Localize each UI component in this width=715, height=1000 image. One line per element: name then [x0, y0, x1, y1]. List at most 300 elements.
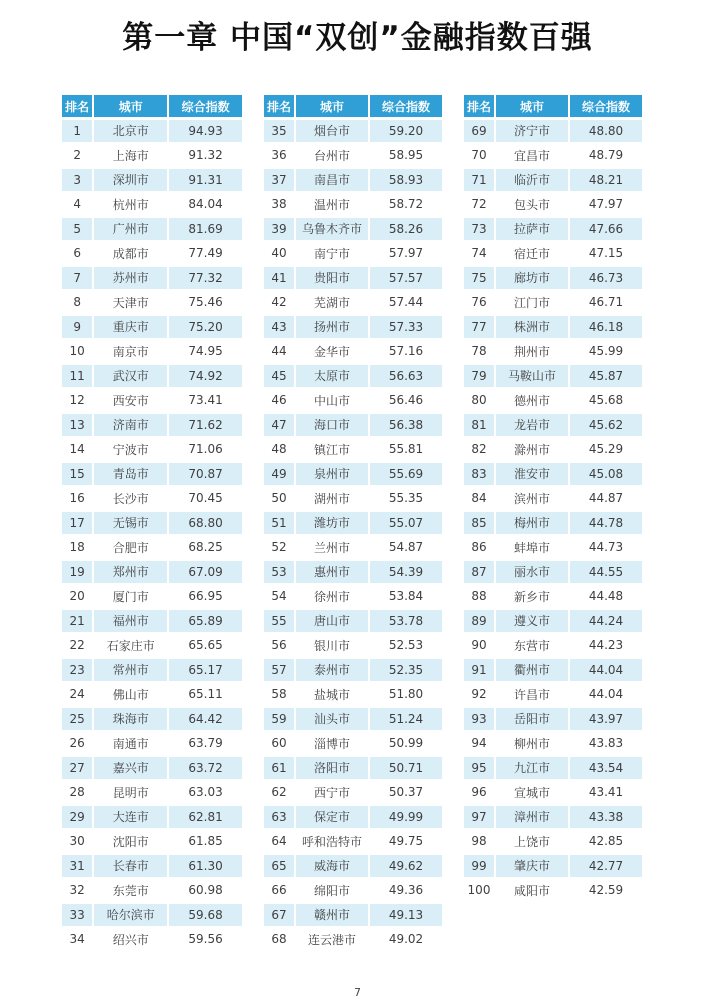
- rank-cell: 46: [264, 390, 296, 412]
- table-row: [464, 390, 642, 412]
- city-cell: 漳州市: [496, 806, 570, 828]
- city-cell: 上饶市: [496, 831, 570, 853]
- score-cell: 44.55: [570, 561, 642, 583]
- rank-cell: 50: [264, 488, 296, 510]
- score-cell: 44.24: [570, 610, 642, 632]
- rank-cell: 8: [62, 292, 94, 314]
- table-row: [464, 120, 642, 142]
- city-cell: 温州市: [296, 194, 370, 216]
- score-cell: 45.62: [570, 414, 642, 436]
- city-cell: 珠海市: [94, 708, 169, 730]
- page-number: 7: [354, 986, 361, 999]
- city-cell: 盐城市: [296, 684, 370, 706]
- rank-cell: 61: [264, 757, 296, 779]
- rank-cell: 66: [264, 880, 296, 902]
- city-cell: 石家庄市: [94, 635, 169, 657]
- score-cell: 55.81: [388, 442, 424, 457]
- table-row: [62, 145, 242, 167]
- city-cell: 马鞍山市: [496, 365, 570, 387]
- score-cell: 59.68: [169, 904, 242, 926]
- rank-cell: 81: [464, 414, 496, 436]
- score-cell: 64.42: [169, 708, 242, 730]
- rank-cell: 92: [464, 684, 496, 706]
- table-row: [264, 488, 442, 510]
- score-cell: 43.97: [570, 708, 642, 730]
- score-cell: 58.93: [370, 169, 442, 191]
- table-row: [264, 880, 442, 902]
- city-cell: 泰州市: [296, 659, 370, 681]
- city-cell: 南通市: [94, 733, 169, 755]
- score-cell: 51.24: [370, 708, 442, 730]
- score-cell: 77.32: [169, 267, 242, 289]
- score-cell: 50.37: [388, 785, 424, 800]
- city-cell: 上海市: [94, 145, 169, 167]
- score-cell: 43.38: [570, 806, 642, 828]
- table-row: [62, 316, 242, 338]
- score-cell: 66.95: [188, 589, 223, 604]
- table-row: [464, 659, 642, 681]
- city-cell: 武汉市: [94, 365, 169, 387]
- score-cell: 73.41: [188, 393, 223, 408]
- city-cell: 龙岩市: [496, 414, 570, 436]
- rank-cell: 4: [62, 194, 94, 216]
- rank-cell: 28: [62, 782, 94, 804]
- city-cell: 大连市: [94, 806, 169, 828]
- table-row: [264, 904, 442, 926]
- rank-cell: 76: [464, 292, 496, 314]
- city-cell: 淄博市: [296, 733, 370, 755]
- city-cell: 连云港市: [296, 929, 370, 951]
- city-cell: 唐山市: [296, 610, 370, 632]
- rank-cell: 99: [464, 855, 496, 877]
- rank-cell: 73: [464, 218, 496, 240]
- city-cell: 嘉兴市: [94, 757, 169, 779]
- rank-cell: 65: [264, 855, 296, 877]
- table-row: [264, 439, 442, 461]
- table-row: [264, 341, 442, 363]
- table-row: [62, 365, 242, 387]
- rank-cell: 78: [464, 341, 496, 363]
- city-cell: 赣州市: [296, 904, 370, 926]
- table-row: [264, 194, 442, 216]
- rank-cell: 38: [264, 194, 296, 216]
- score-cell: 53.78: [370, 610, 442, 632]
- score-cell: 56.46: [388, 393, 424, 408]
- city-cell: 银川市: [296, 635, 370, 657]
- score-cell: 71.06: [188, 442, 223, 457]
- table-row: [62, 806, 242, 828]
- table-row: [464, 880, 642, 902]
- rank-cell: 82: [464, 439, 496, 461]
- rank-cell: 23: [62, 659, 94, 681]
- table-row: [264, 169, 442, 191]
- score-cell: 46.18: [570, 316, 642, 338]
- table-row: [62, 635, 242, 657]
- table-row: [264, 561, 442, 583]
- city-cell: 杭州市: [94, 194, 169, 216]
- table-row: [264, 390, 442, 412]
- table-row: [62, 512, 242, 534]
- city-cell: 淮安市: [496, 463, 570, 485]
- table-row: [264, 218, 442, 240]
- table-row: [62, 929, 242, 951]
- city-cell: 长沙市: [94, 488, 169, 510]
- score-cell: 81.69: [169, 218, 242, 240]
- city-cell: 天津市: [94, 292, 169, 314]
- city-cell: 临沂市: [496, 169, 570, 191]
- table-row: [264, 708, 442, 730]
- rank-cell: 1: [62, 120, 94, 142]
- rank-cell: 63: [264, 806, 296, 828]
- table-row: [62, 855, 242, 877]
- rank-cell: 6: [62, 243, 94, 265]
- city-cell: 岳阳市: [496, 708, 570, 730]
- table-row: [264, 365, 442, 387]
- score-cell: 50.71: [370, 757, 442, 779]
- city-cell: 绍兴市: [94, 929, 169, 951]
- score-cell: 56.63: [370, 365, 442, 387]
- score-cell: 65.11: [188, 687, 223, 702]
- rank-cell: 79: [464, 365, 496, 387]
- score-cell: 49.99: [370, 806, 442, 828]
- city-cell: 柳州市: [496, 733, 570, 755]
- city-cell: 成都市: [94, 243, 169, 265]
- rank-cell: 36: [264, 145, 296, 167]
- table-row: [62, 414, 242, 436]
- rank-cell: 72: [464, 194, 496, 216]
- rank-cell: 93: [464, 708, 496, 730]
- city-cell: 金华市: [296, 341, 370, 363]
- city-cell: 南宁市: [296, 243, 370, 265]
- city-cell: 西宁市: [296, 782, 370, 804]
- score-cell: 58.95: [388, 148, 424, 163]
- header-city: 城市: [496, 95, 570, 117]
- rank-cell: 22: [62, 635, 94, 657]
- table-row: [464, 782, 642, 804]
- city-cell: 保定市: [296, 806, 370, 828]
- city-cell: 遵义市: [496, 610, 570, 632]
- score-cell: 55.69: [370, 463, 442, 485]
- table-row: [464, 757, 642, 779]
- table-row: [264, 243, 442, 265]
- score-cell: 74.92: [169, 365, 242, 387]
- header-score: 综合指数: [570, 95, 642, 117]
- city-cell: 肇庆市: [496, 855, 570, 877]
- rank-cell: 35: [264, 120, 296, 142]
- rank-cell: 89: [464, 610, 496, 632]
- rank-cell: 84: [464, 488, 496, 510]
- rank-cell: 75: [464, 267, 496, 289]
- rank-cell: 80: [464, 390, 496, 412]
- rank-cell: 55: [264, 610, 296, 632]
- score-cell: 45.68: [588, 393, 624, 408]
- table-row: [62, 733, 242, 755]
- city-cell: 汕头市: [296, 708, 370, 730]
- score-cell: 84.04: [188, 197, 223, 212]
- rank-cell: 18: [62, 537, 94, 559]
- city-cell: 广州市: [94, 218, 169, 240]
- table-row: [464, 365, 642, 387]
- rank-cell: 62: [264, 782, 296, 804]
- city-cell: 哈尔滨市: [94, 904, 169, 926]
- city-cell: 中山市: [296, 390, 370, 412]
- score-cell: 59.20: [370, 120, 442, 142]
- table-row: [464, 267, 642, 289]
- rank-cell: 10: [62, 341, 94, 363]
- score-cell: 65.65: [188, 638, 223, 653]
- rank-cell: 90: [464, 635, 496, 657]
- table-row: [264, 806, 442, 828]
- table-row: [464, 733, 642, 755]
- rank-cell: 97: [464, 806, 496, 828]
- score-cell: 58.72: [388, 197, 424, 212]
- rank-cell: 14: [62, 439, 94, 461]
- table-row: [264, 414, 442, 436]
- rank-cell: 68: [264, 929, 296, 951]
- score-cell: 57.16: [388, 344, 424, 359]
- score-cell: 74.95: [188, 344, 223, 359]
- score-cell: 91.32: [188, 148, 223, 163]
- page-title: 第一章 中国“双创”金融指数百强: [122, 20, 593, 56]
- table-row: [62, 831, 242, 853]
- city-cell: 常州市: [94, 659, 169, 681]
- table-row: [464, 708, 642, 730]
- table-row: [264, 586, 442, 608]
- rank-cell: 39: [264, 218, 296, 240]
- table-row: [62, 782, 242, 804]
- city-cell: 宁波市: [94, 439, 169, 461]
- city-cell: 惠州市: [296, 561, 370, 583]
- table-row: [264, 463, 442, 485]
- city-cell: 九江市: [496, 757, 570, 779]
- score-cell: 46.71: [588, 295, 624, 310]
- score-cell: 49.62: [370, 855, 442, 877]
- score-cell: 62.81: [169, 806, 242, 828]
- table-row: [264, 120, 442, 142]
- table-row: [62, 292, 242, 314]
- city-cell: 徐州市: [296, 586, 370, 608]
- score-cell: 57.44: [388, 295, 424, 310]
- table-row: [464, 635, 642, 657]
- score-cell: 60.98: [188, 883, 223, 898]
- table-row: [464, 806, 642, 828]
- city-cell: 深圳市: [94, 169, 169, 191]
- score-cell: 65.17: [169, 659, 242, 681]
- city-cell: 泉州市: [296, 463, 370, 485]
- score-cell: 55.35: [388, 491, 424, 506]
- rank-cell: 51: [264, 512, 296, 534]
- city-cell: 洛阳市: [296, 757, 370, 779]
- city-cell: 宿迁市: [496, 243, 570, 265]
- header-city: 城市: [94, 95, 169, 117]
- city-cell: 荆州市: [496, 341, 570, 363]
- score-cell: 55.07: [370, 512, 442, 534]
- city-cell: 太原市: [296, 365, 370, 387]
- city-cell: 咸阳市: [496, 880, 570, 902]
- table-row: [464, 218, 642, 240]
- city-cell: 宣城市: [496, 782, 570, 804]
- score-cell: 48.79: [588, 148, 624, 163]
- table-row: [464, 463, 642, 485]
- city-cell: 扬州市: [296, 316, 370, 338]
- ranking-tables: [0, 92, 715, 962]
- rank-cell: 58: [264, 684, 296, 706]
- score-cell: 67.09: [169, 561, 242, 583]
- rank-cell: 45: [264, 365, 296, 387]
- city-cell: 德州市: [496, 390, 570, 412]
- score-cell: 52.35: [370, 659, 442, 681]
- score-cell: 48.80: [570, 120, 642, 142]
- rank-cell: 27: [62, 757, 94, 779]
- city-cell: 湖州市: [296, 488, 370, 510]
- city-cell: 许昌市: [496, 684, 570, 706]
- rank-cell: 5: [62, 218, 94, 240]
- score-cell: 44.04: [570, 659, 642, 681]
- city-cell: 长春市: [94, 855, 169, 877]
- table-row: [464, 855, 642, 877]
- rank-cell: 59: [264, 708, 296, 730]
- table-row: [264, 635, 442, 657]
- rank-cell: 54: [264, 586, 296, 608]
- table-row: [264, 757, 442, 779]
- rank-cell: 60: [264, 733, 296, 755]
- rank-cell: 30: [62, 831, 94, 853]
- city-cell: 无锡市: [94, 512, 169, 534]
- table-row: [62, 169, 242, 191]
- table-row: [62, 586, 242, 608]
- score-cell: 54.39: [370, 561, 442, 583]
- score-cell: 47.66: [570, 218, 642, 240]
- table-row: [264, 782, 442, 804]
- rank-cell: 15: [62, 463, 94, 485]
- score-cell: 49.36: [388, 883, 424, 898]
- ranking-table-1: [62, 92, 242, 953]
- rank-cell: 41: [264, 267, 296, 289]
- table-row: [464, 341, 642, 363]
- table-row: [464, 586, 642, 608]
- score-cell: 44.78: [570, 512, 642, 534]
- header-score: 综合指数: [169, 95, 242, 117]
- table-row: [464, 537, 642, 559]
- table-row: [62, 194, 242, 216]
- city-cell: 郑州市: [94, 561, 169, 583]
- rank-cell: 71: [464, 169, 496, 191]
- header-rank: 排名: [264, 95, 296, 117]
- rank-cell: 100: [464, 880, 496, 902]
- city-cell: 梅州市: [496, 512, 570, 534]
- table-row: [264, 659, 442, 681]
- rank-cell: 19: [62, 561, 94, 583]
- rank-cell: 43: [264, 316, 296, 338]
- score-cell: 43.41: [588, 785, 624, 800]
- city-cell: 绵阳市: [296, 880, 370, 902]
- rank-cell: 34: [62, 929, 94, 951]
- score-cell: 63.03: [188, 785, 223, 800]
- table-row: [464, 831, 642, 853]
- score-cell: 45.29: [588, 442, 624, 457]
- rank-cell: 96: [464, 782, 496, 804]
- score-cell: 68.25: [188, 540, 223, 555]
- score-cell: 44.48: [588, 589, 624, 604]
- rank-cell: 57: [264, 659, 296, 681]
- rank-cell: 85: [464, 512, 496, 534]
- score-cell: 47.97: [588, 197, 624, 212]
- table-row: [62, 243, 242, 265]
- rank-cell: 67: [264, 904, 296, 926]
- score-cell: 75.20: [169, 316, 242, 338]
- score-cell: 44.73: [588, 540, 624, 555]
- table-row: [62, 684, 242, 706]
- score-cell: 46.73: [570, 267, 642, 289]
- rank-cell: 86: [464, 537, 496, 559]
- table-row: [62, 120, 242, 142]
- city-cell: 拉萨市: [496, 218, 570, 240]
- table-row: [264, 145, 442, 167]
- city-cell: 海口市: [296, 414, 370, 436]
- score-cell: 61.30: [169, 855, 242, 877]
- table-row: [62, 267, 242, 289]
- city-cell: 厦门市: [94, 586, 169, 608]
- score-cell: 47.15: [588, 246, 624, 261]
- table-row: [264, 512, 442, 534]
- score-cell: 54.87: [388, 540, 424, 555]
- rank-cell: 48: [264, 439, 296, 461]
- score-cell: 57.97: [388, 246, 424, 261]
- rank-cell: 21: [62, 610, 94, 632]
- city-cell: 西安市: [94, 390, 169, 412]
- score-cell: 44.04: [588, 687, 624, 702]
- ranking-table-2: [264, 92, 442, 953]
- table-row: [62, 488, 242, 510]
- score-cell: 70.45: [188, 491, 223, 506]
- score-cell: 77.49: [188, 246, 223, 261]
- city-cell: 东营市: [496, 635, 570, 657]
- rank-cell: 7: [62, 267, 94, 289]
- rank-cell: 74: [464, 243, 496, 265]
- score-cell: 42.59: [588, 883, 624, 898]
- rank-cell: 47: [264, 414, 296, 436]
- rank-cell: 53: [264, 561, 296, 583]
- score-cell: 49.75: [388, 834, 424, 849]
- rank-cell: 25: [62, 708, 94, 730]
- city-cell: 丽水市: [496, 561, 570, 583]
- score-cell: 50.99: [388, 736, 424, 751]
- city-cell: 滁州市: [496, 439, 570, 461]
- score-cell: 70.87: [169, 463, 242, 485]
- table-row: [264, 610, 442, 632]
- table-row: [62, 341, 242, 363]
- city-cell: 呼和浩特市: [296, 831, 370, 853]
- rank-cell: 70: [464, 145, 496, 167]
- city-cell: 廊坊市: [496, 267, 570, 289]
- rank-cell: 3: [62, 169, 94, 191]
- rank-cell: 33: [62, 904, 94, 926]
- city-cell: 合肥市: [94, 537, 169, 559]
- table-row: [62, 708, 242, 730]
- rank-cell: 83: [464, 463, 496, 485]
- score-cell: 57.57: [370, 267, 442, 289]
- score-cell: 61.85: [188, 834, 223, 849]
- table-row: [464, 684, 642, 706]
- header-rank: 排名: [464, 95, 496, 117]
- table-row: [62, 537, 242, 559]
- score-cell: 57.33: [370, 316, 442, 338]
- city-cell: 镇江市: [296, 439, 370, 461]
- score-cell: 43.83: [588, 736, 624, 751]
- table-row: [264, 292, 442, 314]
- rank-cell: 9: [62, 316, 94, 338]
- rank-cell: 17: [62, 512, 94, 534]
